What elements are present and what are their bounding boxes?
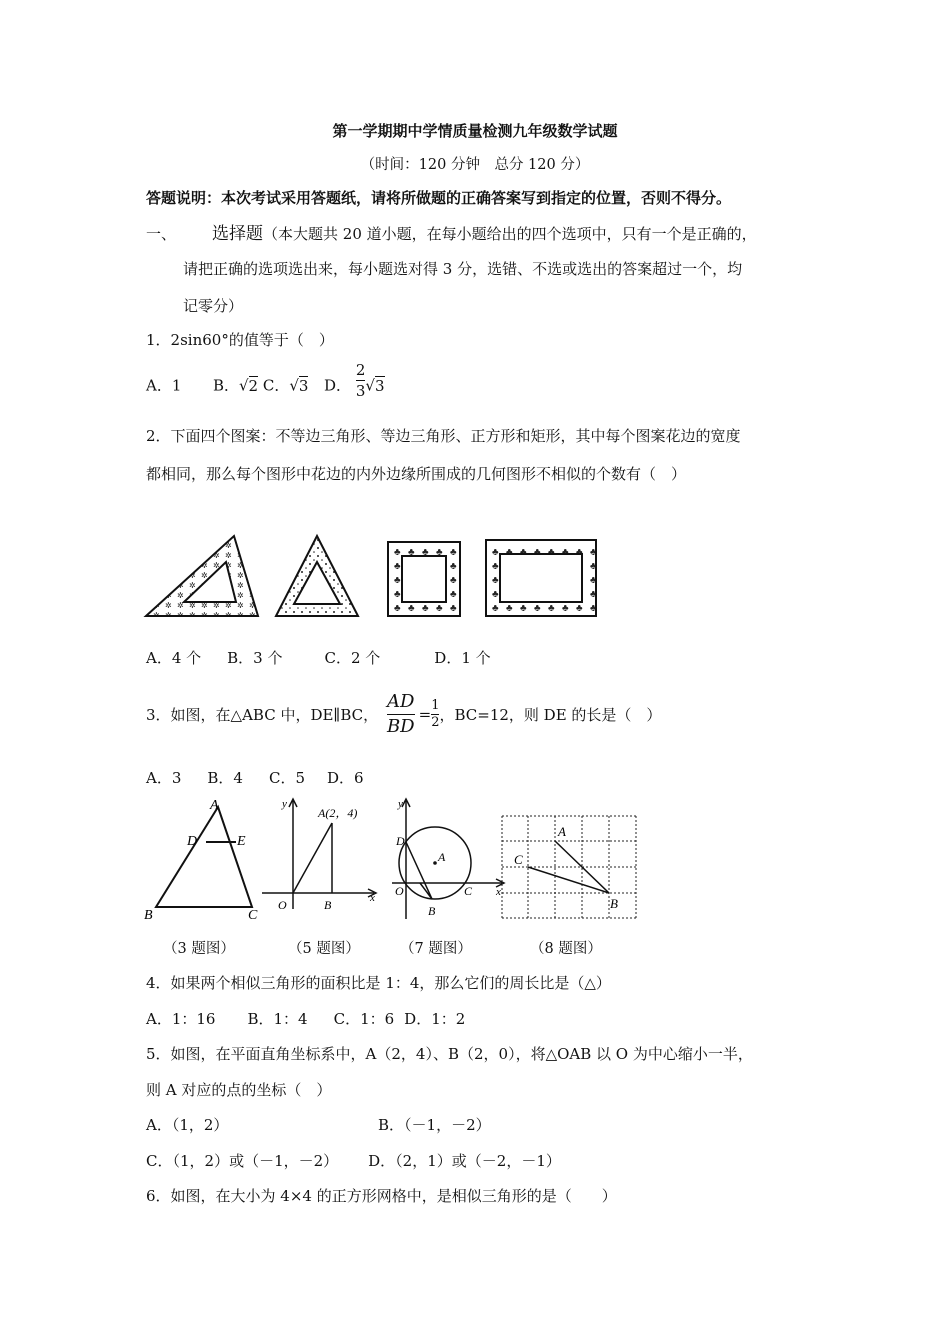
q2-option-d: D．1 个	[434, 649, 491, 667]
fig5-label-b: B	[324, 898, 332, 912]
instructions: 答题说明：本次考试采用答题纸，请将所做题的正确答案写到指定的位置，否则不得分。	[146, 189, 732, 207]
q4-option-a: A．1：16	[146, 1010, 216, 1028]
q4-options	[146, 1009, 465, 1029]
figure-5-coordinate	[256, 797, 381, 915]
fig7-label-a: A	[438, 850, 446, 864]
q2-option-b: B．3 个	[227, 649, 283, 667]
q3-option-b: B．4	[207, 769, 243, 787]
q1-option-d: D．	[324, 376, 352, 395]
fig8-label-c: C	[514, 852, 523, 867]
caption-figure-5: （5 题图）	[288, 941, 360, 957]
figure-7-circle	[388, 797, 508, 921]
q3-option-a: A．3	[146, 769, 182, 787]
square-frame	[388, 542, 460, 616]
q3-fraction-ad-bd: $\frac{AD}{BD}$	[386, 691, 415, 737]
q1-option-a: A．1	[146, 376, 182, 395]
fig7-label-x: x	[496, 886, 501, 898]
q4-option-d: D．1：2	[404, 1010, 466, 1028]
figure-3-triangle	[140, 795, 270, 925]
fig7-label-o: O	[395, 884, 404, 898]
q2-stem-line1: 2．下面四个图案：不等边三角形、等边三角形、正方形和矩形，其中每个图案花边的宽度	[146, 427, 741, 445]
q1-option-d-sqrt: √3	[365, 376, 385, 395]
q5-stem-line1: 5．如图，在平面直角坐标系中，A（2，4）、B（2，0），将△OAB 以 O 为中心缩小一半，	[146, 1045, 753, 1063]
fig7-label-y: y	[398, 798, 403, 810]
exam-subtitle: （时间：120 分钟 总分 120 分）	[360, 157, 590, 173]
section1-heading	[146, 224, 757, 244]
q1-option-c: C．	[262, 376, 290, 395]
q3-options	[146, 768, 364, 788]
fig3-label-c: C	[248, 908, 258, 923]
q5-options-cd	[146, 1151, 561, 1171]
section1-number: 一、	[146, 225, 177, 243]
section1-name: 选择题	[212, 224, 264, 244]
fig5-label-o: O	[278, 898, 287, 912]
q1-options	[146, 361, 385, 412]
fig3-label-e: E	[237, 834, 246, 849]
q1-option-d-frac: $\frac{2}{3}$	[355, 361, 366, 400]
q6-stem: 6．如图，在大小为 4×4 的正方形网格中，是相似三角形的是（ ）	[146, 1187, 617, 1205]
q3-stem-post: ，BC=12，则 DE 的长是（ ）	[439, 705, 662, 724]
fig3-label-b: B	[144, 908, 153, 923]
q1-option-b: B．	[212, 376, 239, 395]
fig3-label-a: A	[210, 798, 219, 813]
exam-title: 第一学期期中学情质量检测九年级数学试题	[332, 122, 618, 140]
scalene-triangle-frame	[146, 536, 258, 616]
q2-stem-line2: 都相同，那么每个图形中花边的内外边缘所围成的几何图形不相似的个数有（ ）	[146, 465, 687, 483]
fig7-label-d: D	[396, 834, 405, 848]
figure-8-grid	[500, 812, 640, 924]
q2-figure-patterns	[140, 530, 660, 625]
q3-fraction-half: $\frac{1}{2}$	[431, 698, 440, 730]
fig8-label-b: B	[610, 896, 618, 911]
q1-option-b-sqrt: √2	[238, 376, 259, 395]
caption-figure-7: （7 题图）	[400, 941, 472, 957]
caption-figure-3: （3 题图）	[163, 941, 235, 957]
fig3-label-d: D	[187, 834, 198, 849]
q4-option-b: B．1：4	[247, 1010, 308, 1028]
q2-option-a: A．4 个	[146, 649, 202, 667]
q5-option-b: B．（－1，－2）	[378, 1116, 491, 1134]
equilateral-triangle-frame	[276, 536, 358, 616]
section1-desc3: 记零分）	[183, 297, 244, 315]
q2-option-c: C．2 个	[324, 649, 381, 667]
q4-stem: 4．如果两个相似三角形的面积比是 1：4，那么它们的周长比是（△）	[146, 974, 611, 992]
section1-desc2: 请把正确的选项选出来，每小题选对得 3 分，选错、不选或选出的答案超过一个，均	[183, 260, 743, 278]
q2-options	[146, 648, 491, 668]
fig7-label-b: B	[428, 904, 436, 918]
q3-option-c: C．5	[268, 769, 305, 787]
q5-option-a: A．（1，2）	[146, 1116, 229, 1134]
rectangle-frame	[486, 540, 596, 616]
q3-equals: =	[418, 705, 432, 724]
q3-stem	[146, 690, 661, 746]
q3-option-d: D．6	[327, 769, 364, 787]
fig8-label-a: A	[558, 824, 566, 839]
q5-stem-line2: 则 A 对应的点的坐标（ ）	[146, 1081, 332, 1099]
fig5-label-a: A(2，4)	[318, 806, 358, 820]
fig5-label-y: y	[282, 798, 287, 810]
q1-option-c-sqrt: √3	[289, 376, 309, 395]
section1-desc1: （本大题共 20 道小题，在每小题给出的四个选项中，只有一个是正确的，	[263, 225, 757, 243]
q5-option-c: C．（1，2）或（－1，－2）	[146, 1152, 339, 1170]
q4-option-c: C．1：6	[333, 1010, 395, 1028]
q3-stem-pre: 3．如图，在△ABC 中，DE∥BC，	[146, 705, 379, 724]
caption-figure-8: （8 题图）	[530, 941, 602, 957]
q5-option-d: D．（2，1）或（－2，－1）	[368, 1152, 561, 1170]
fig5-label-x: x	[370, 892, 375, 904]
fig7-label-c: C	[464, 884, 473, 898]
q1-stem: 1．2sin60°的值等于（ ）	[146, 331, 334, 349]
